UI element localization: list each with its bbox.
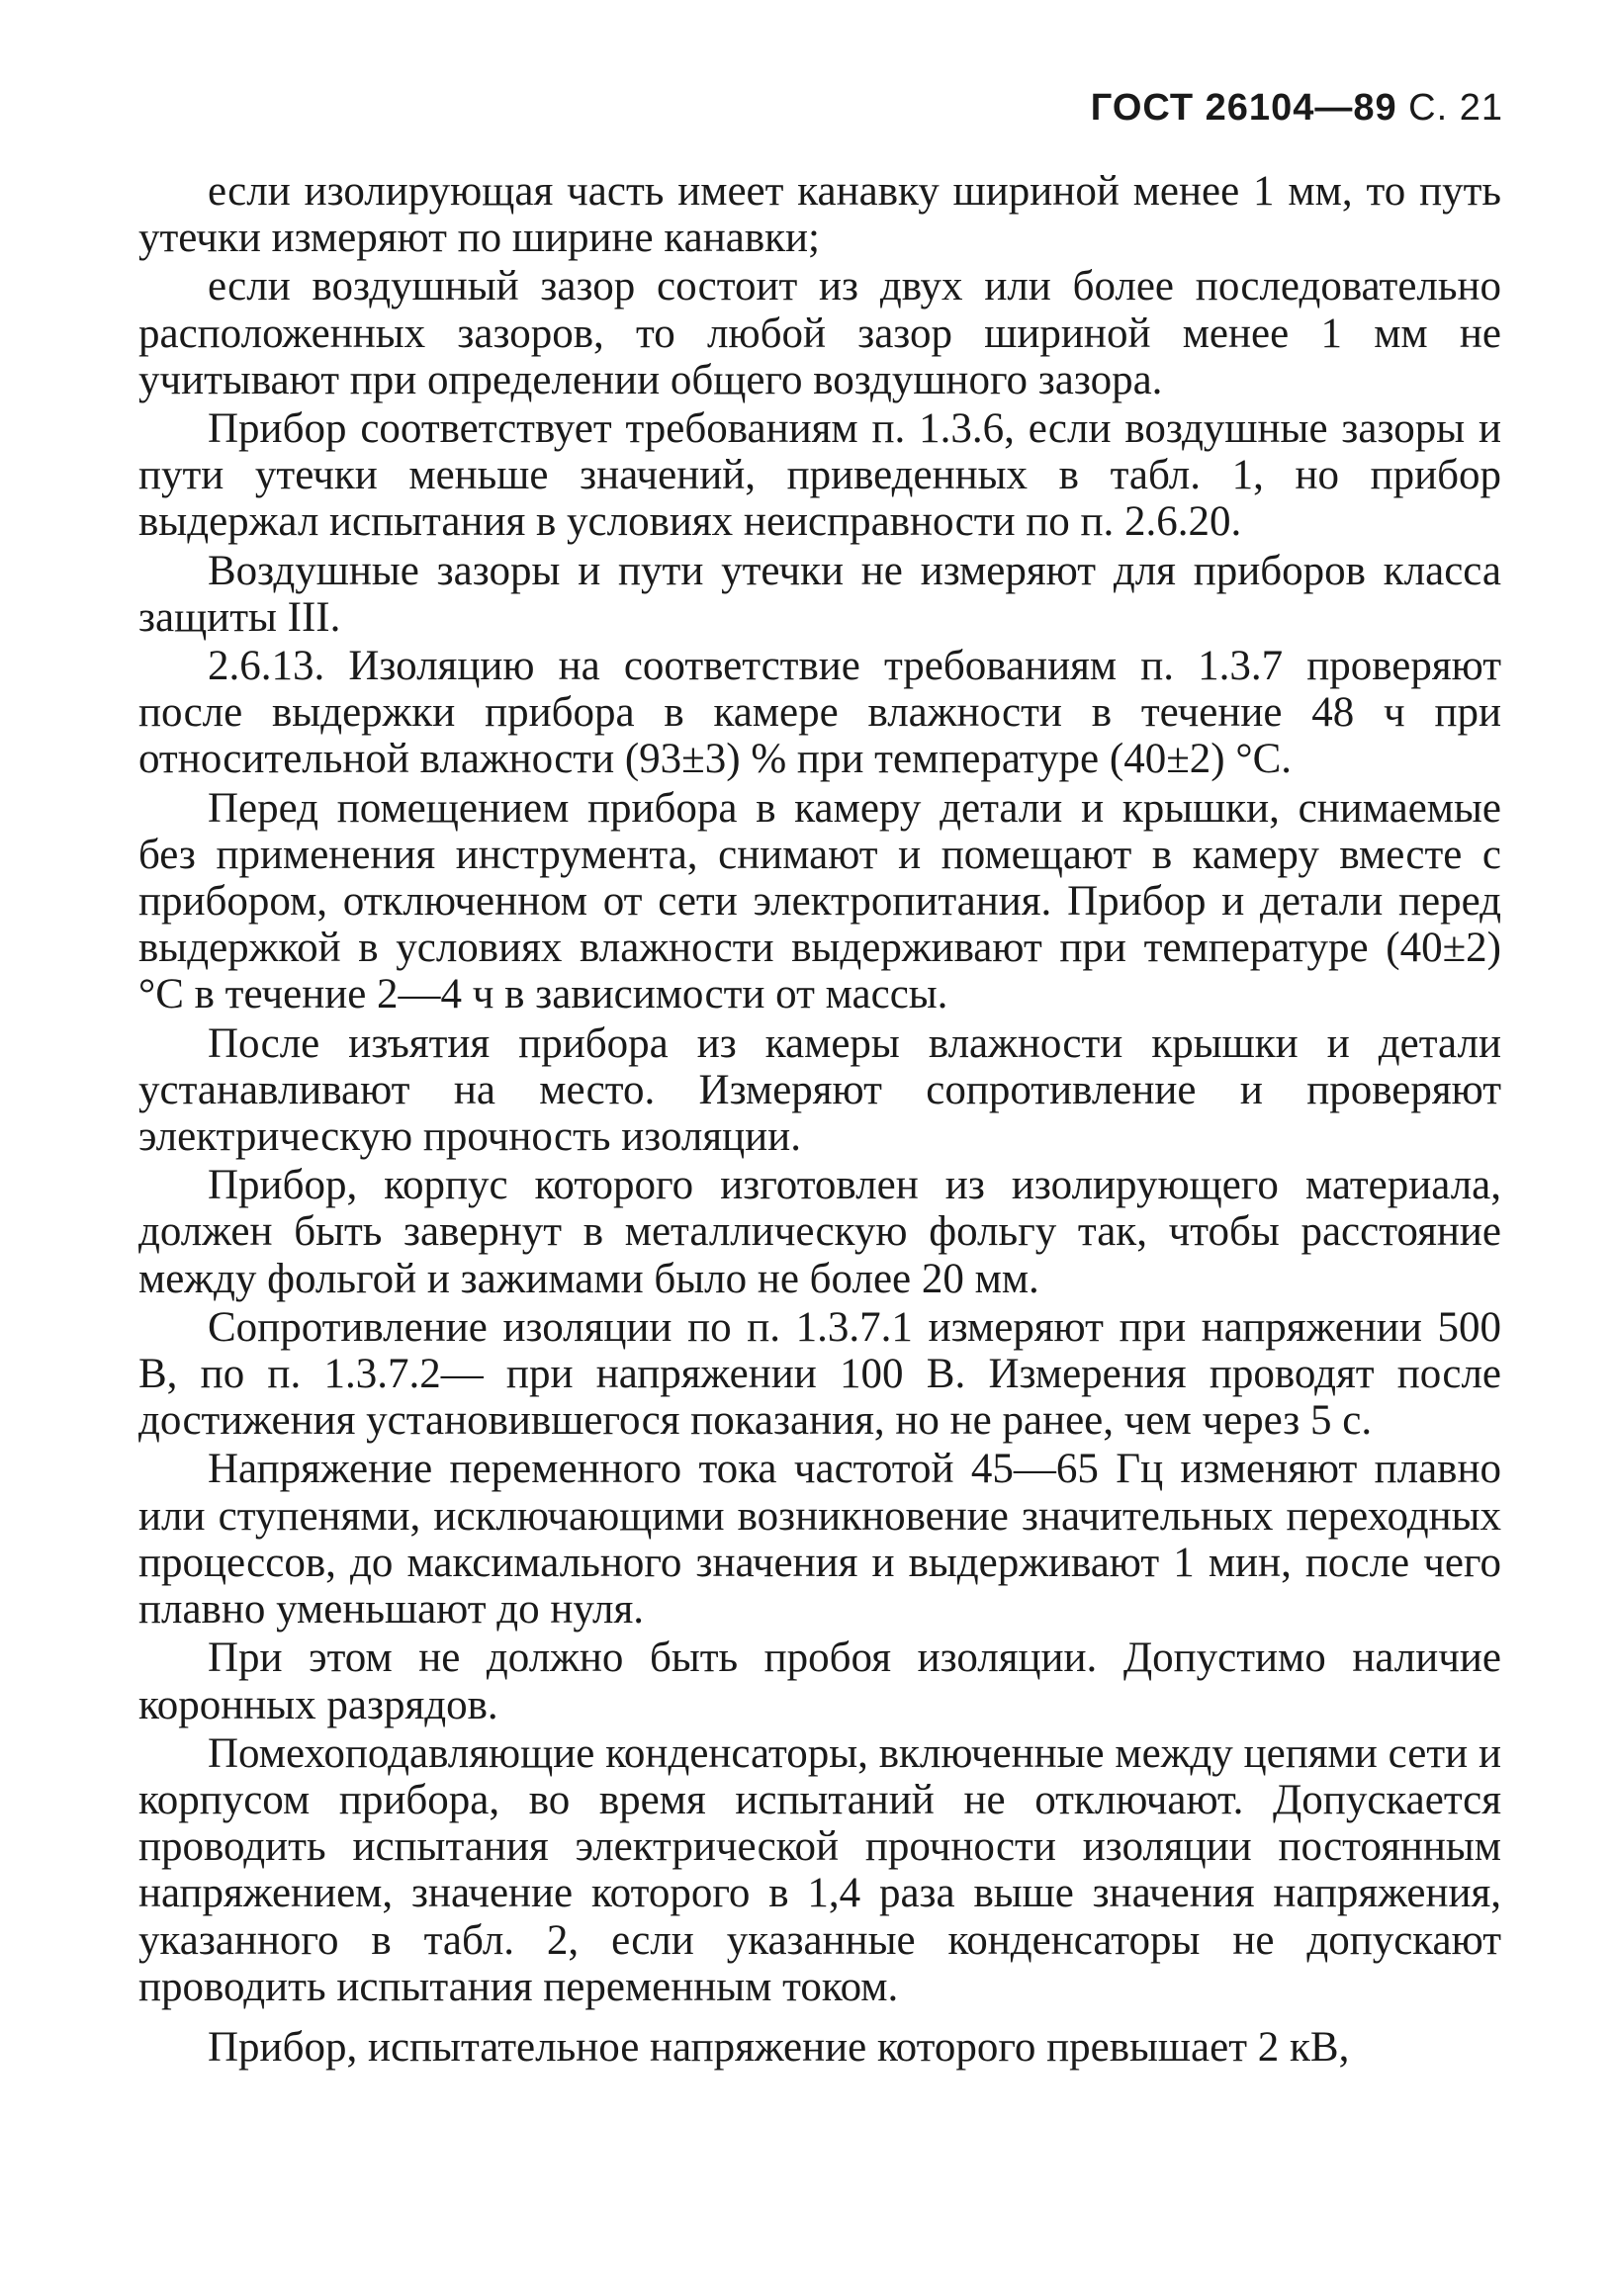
running-header (1091, 87, 1503, 130)
paragraph: Перед помещением прибора в камеру детали и крышки, снимаемые без применения инструмента, снимают и помещают в камеру вместе с прибором, отключенном от сети электропитания. Прибор и детали перед выдержкой в условиях влажности выдерживают при температуре (40±2) °С в течение 2—4 ч в зависимости от массы. (138, 784, 1501, 1018)
paragraph: 2.6.13. Изоляцию на соответствие требованиям п. 1.3.7 проверяют после выдержки прибора в камере влажности в течение 48 ч при относительной влажности (93±3) % при температуре (40±2) °С. (138, 643, 1501, 783)
paragraph: если воздушный зазор состоит из двух или более последовательно расположенных зазоров, то любой зазор шириной менее 1 мм не учитывают при определении общего воздушного зазора. (138, 263, 1501, 403)
standard-number: ГОСТ 26104—89 (1090, 87, 1397, 129)
page-number: С. 21 (1408, 87, 1503, 129)
body-text (138, 168, 1501, 2073)
paragraph: Воздушные зазоры и пути утечки не измеряют для приборов класса защиты III. (138, 547, 1501, 641)
paragraph: если изолирующая часть имеет канавку шириной менее 1 мм, то путь утечки измеряют по ширине канавки; (138, 168, 1501, 262)
paragraph: Прибор, испытательное напряжение которого превышает 2 кВ, (208, 2023, 1350, 2071)
paragraph: При этом не должно быть пробоя изоляции. Допустимо наличие коронных разрядов. (138, 1634, 1501, 1728)
paragraph: После изъятия прибора из камеры влажности крышки и детали устанавливают на место. Измеряют сопротивление и проверяют электрическую прочность изоляции. (138, 1019, 1501, 1161)
paragraph: Сопротивление изоляции по п. 1.3.7.1 измеряют при напряжении 500 В, по п. 1.3.7.2— при напряжении 100 В. Измерения проводят после достижения установившегося показания, но не ранее, чем через 5 с. (138, 1303, 1501, 1445)
paragraph: Прибор соответствует требованиям п. 1.3.6, если воздушные зазоры и пути утечки меньше значений, приведенных в табл. 1, но прибор выдержал испытания в условиях неисправности по п. 2.6.20. (138, 405, 1501, 546)
paragraph: Прибор, корпус которого изготовлен из изолирующего материала, должен быть завернут в металлическую фольгу так, чтобы расстояние между фольгой и зажимами было не более 20 мм. (138, 1162, 1501, 1302)
paragraph: Напряжение переменного тока частотой 45—65 Гц изменяют плавно или ступенями, исключающими возникновение значительных переходных процессов, до максимального значения и выдерживают 1 мин, после чего плавно уменьшают до нуля. (138, 1446, 1501, 1634)
paragraph: Помехоподавляющие конденсаторы, включенные между цепями сети и корпусом прибора, во время испытаний не отключают. Допускается проводить испытания электрической прочности изоляции постоянным напряжением, значение которого в 1,4 раза выше значения напряжения, указанного в табл. 2, если указанные конденсаторы не допускают проводить испытания переменным током. (138, 1729, 1501, 2010)
